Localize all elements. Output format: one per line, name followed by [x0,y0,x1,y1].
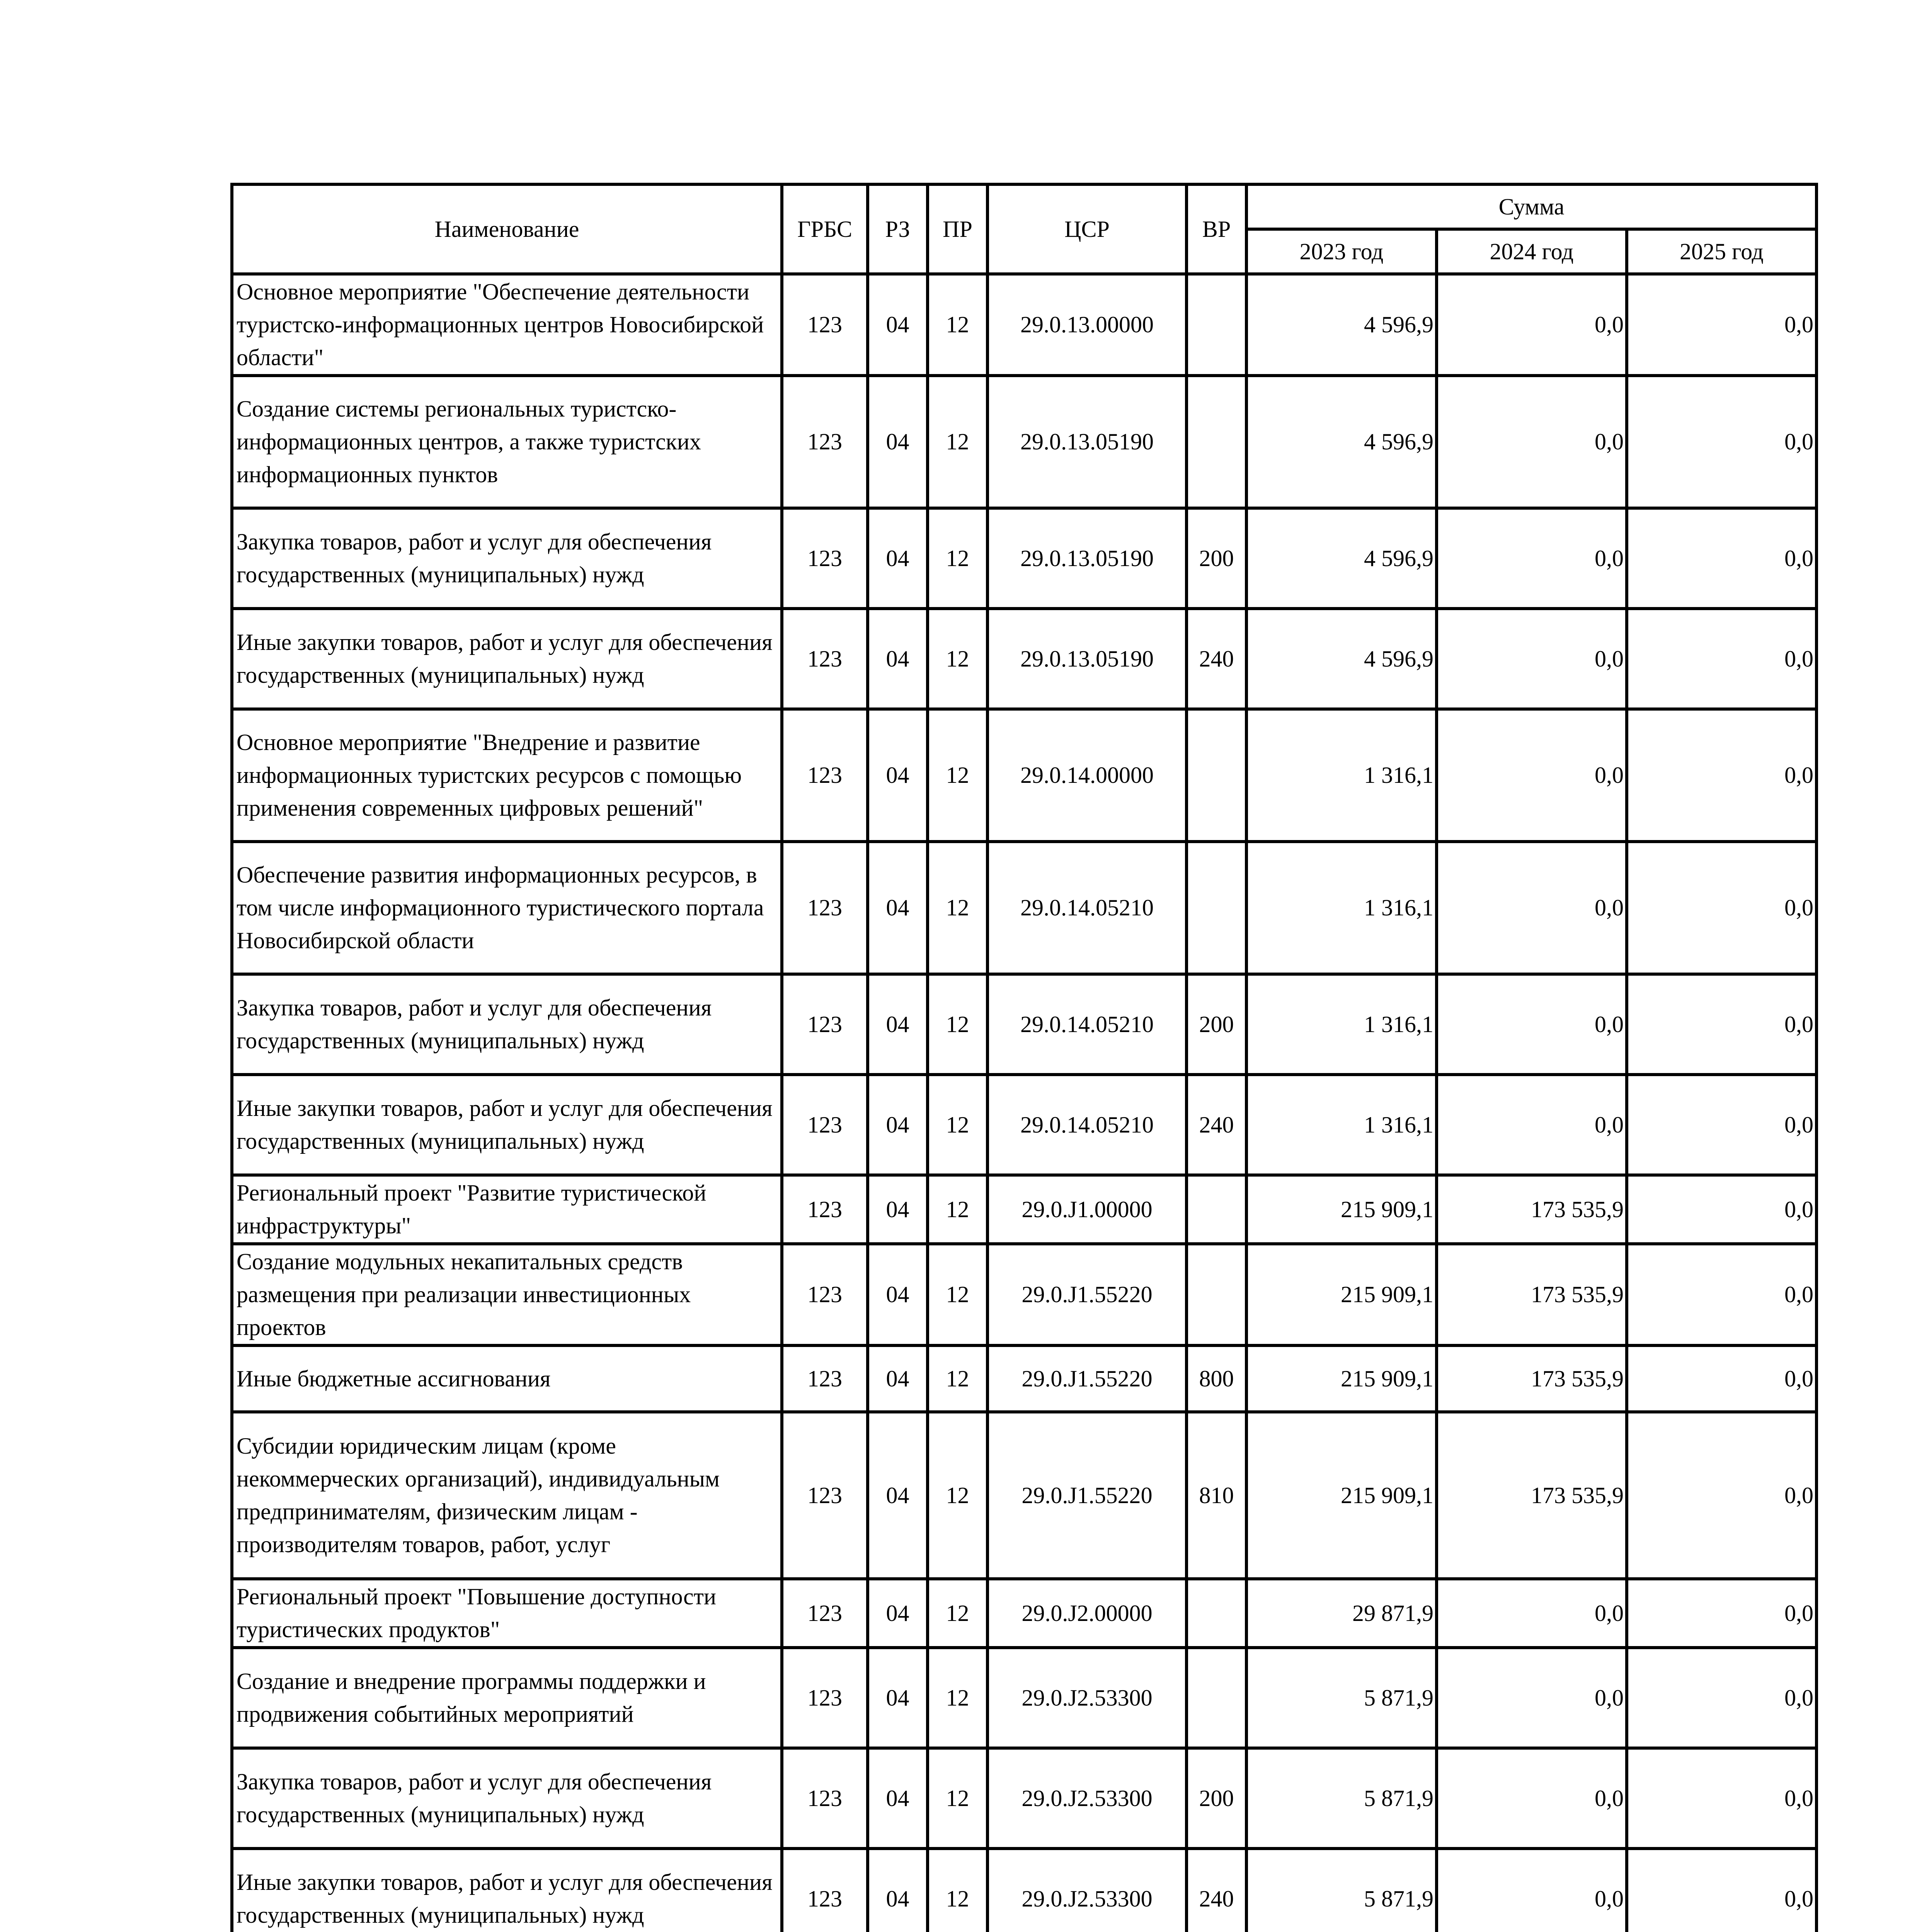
cell-pr: 12 [928,1849,987,1932]
table-header [232,184,1817,274]
cell-rz: 04 [868,1849,928,1932]
cell-name: Иные бюджетные ассигнования [232,1345,782,1412]
cell-sum-2025: 0,0 [1627,974,1817,1075]
cell-grbs: 123 [782,842,868,974]
budget-table [230,183,1818,1932]
cell-sum-2025: 0,0 [1627,1648,1817,1748]
cell-pr: 12 [928,1345,987,1412]
cell-pr: 12 [928,1075,987,1175]
cell-csr: 29.0.14.05210 [987,1075,1187,1175]
cell-name: Создание модульных некапитальных средств размещения при реализации инвестиционных проектов [232,1244,782,1345]
cell-vr [1187,376,1246,508]
cell-rz: 04 [868,1412,928,1579]
cell-rz: 04 [868,1075,928,1175]
cell-sum-2025: 0,0 [1627,508,1817,609]
cell-sum-2023: 1 316,1 [1246,974,1437,1075]
cell-pr: 12 [928,974,987,1075]
cell-pr: 12 [928,842,987,974]
header-grbs: ГРБС [782,184,868,274]
cell-sum-2025: 0,0 [1627,1244,1817,1345]
cell-sum-2025: 0,0 [1627,274,1817,376]
cell-rz: 04 [868,1748,928,1849]
table-row [232,1175,1817,1244]
cell-csr: 29.0.J1.55220 [987,1345,1187,1412]
cell-name: Иные закупки товаров, работ и услуг для обеспечения государственных (муниципальных) нужд [232,1075,782,1175]
table-row [232,974,1817,1075]
cell-sum-2023: 4 596,9 [1246,508,1437,609]
cell-pr: 12 [928,1175,987,1244]
header-name: Наименование [232,184,782,274]
header-year-2025: 2025 год [1627,229,1817,274]
table-row [232,842,1817,974]
table-row [232,709,1817,842]
cell-pr: 12 [928,508,987,609]
cell-csr: 29.0.13.05190 [987,609,1187,709]
cell-rz: 04 [868,1244,928,1345]
cell-pr: 12 [928,274,987,376]
cell-grbs: 123 [782,1345,868,1412]
cell-csr: 29.0.J2.53300 [987,1648,1187,1748]
cell-sum-2024: 0,0 [1437,376,1627,508]
cell-rz: 04 [868,1579,928,1648]
cell-name: Субсидии юридическим лицам (кроме некоммерческих организаций), индивидуальным предпринимателям, физическим лицам - производителям товаров, работ, услуг [232,1412,782,1579]
cell-pr: 12 [928,709,987,842]
header-year-2023: 2023 год [1246,229,1437,274]
header-csr: ЦСР [987,184,1187,274]
cell-pr: 12 [928,376,987,508]
table-row [232,1412,1817,1579]
cell-sum-2024: 0,0 [1437,1849,1627,1932]
cell-vr [1187,274,1246,376]
cell-vr: 800 [1187,1345,1246,1412]
cell-sum-2025: 0,0 [1627,709,1817,842]
cell-sum-2023: 1 316,1 [1246,1075,1437,1175]
cell-grbs: 123 [782,974,868,1075]
cell-sum-2025: 0,0 [1627,1345,1817,1412]
table-row [232,1579,1817,1648]
cell-pr: 12 [928,1648,987,1748]
cell-pr: 12 [928,1412,987,1579]
cell-sum-2024: 0,0 [1437,842,1627,974]
cell-sum-2023: 215 909,1 [1246,1175,1437,1244]
table-row [232,1748,1817,1849]
cell-csr: 29.0.13.05190 [987,508,1187,609]
header-rz: РЗ [868,184,928,274]
cell-pr: 12 [928,609,987,709]
cell-grbs: 123 [782,274,868,376]
cell-sum-2023: 5 871,9 [1246,1748,1437,1849]
cell-csr: 29.0.J2.53300 [987,1748,1187,1849]
cell-vr: 240 [1187,609,1246,709]
cell-pr: 12 [928,1748,987,1849]
cell-sum-2025: 0,0 [1627,1412,1817,1579]
cell-csr: 29.0.J1.00000 [987,1175,1187,1244]
cell-csr: 29.0.14.05210 [987,974,1187,1075]
table-row [232,274,1817,376]
cell-name: Закупка товаров, работ и услуг для обеспечения государственных (муниципальных) нужд [232,508,782,609]
cell-sum-2024: 0,0 [1437,709,1627,842]
cell-sum-2023: 5 871,9 [1246,1648,1437,1748]
cell-rz: 04 [868,1648,928,1748]
cell-sum-2023: 4 596,9 [1246,274,1437,376]
cell-vr [1187,1579,1246,1648]
cell-csr: 29.0.14.05210 [987,842,1187,974]
cell-sum-2025: 0,0 [1627,609,1817,709]
cell-vr: 240 [1187,1075,1246,1175]
cell-sum-2023: 215 909,1 [1246,1412,1437,1579]
cell-sum-2024: 0,0 [1437,1648,1627,1748]
cell-name: Иные закупки товаров, работ и услуг для обеспечения государственных (муниципальных) нужд [232,609,782,709]
cell-name: Закупка товаров, работ и услуг для обеспечения государственных (муниципальных) нужд [232,1748,782,1849]
cell-grbs: 123 [782,1849,868,1932]
cell-vr: 200 [1187,974,1246,1075]
cell-name: Обеспечение развития информационных ресурсов, в том числе информационного туристического портала Новосибирской области [232,842,782,974]
table-row [232,1345,1817,1412]
cell-vr: 240 [1187,1849,1246,1932]
header-year-2024: 2024 год [1437,229,1627,274]
cell-grbs: 123 [782,1412,868,1579]
cell-csr: 29.0.14.00000 [987,709,1187,842]
header-sum: Сумма [1246,184,1817,229]
cell-rz: 04 [868,274,928,376]
cell-sum-2023: 29 871,9 [1246,1579,1437,1648]
cell-rz: 04 [868,1175,928,1244]
cell-sum-2024: 173 535,9 [1437,1412,1627,1579]
cell-name: Иные закупки товаров, работ и услуг для обеспечения государственных (муниципальных) нужд [232,1849,782,1932]
cell-vr [1187,1175,1246,1244]
cell-sum-2025: 0,0 [1627,1075,1817,1175]
cell-sum-2024: 0,0 [1437,1748,1627,1849]
cell-sum-2025: 0,0 [1627,842,1817,974]
table-row [232,1244,1817,1345]
table-row [232,508,1817,609]
cell-grbs: 123 [782,508,868,609]
header-vr: ВР [1187,184,1246,274]
cell-sum-2025: 0,0 [1627,1748,1817,1849]
cell-name: Региональный проект "Развитие туристической инфраструктуры" [232,1175,782,1244]
cell-rz: 04 [868,709,928,842]
cell-rz: 04 [868,974,928,1075]
cell-vr: 200 [1187,508,1246,609]
cell-sum-2025: 0,0 [1627,1849,1817,1932]
cell-grbs: 123 [782,1175,868,1244]
cell-sum-2025: 0,0 [1627,376,1817,508]
cell-csr: 29.0.J2.00000 [987,1579,1187,1648]
cell-pr: 12 [928,1579,987,1648]
cell-sum-2023: 4 596,9 [1246,609,1437,709]
cell-vr: 810 [1187,1412,1246,1579]
cell-name: Создание системы региональных туристско-информационных центров, а также туристских информационных пунктов [232,376,782,508]
table-row [232,1075,1817,1175]
cell-name: Региональный проект "Повышение доступности туристических продуктов" [232,1579,782,1648]
cell-csr: 29.0.13.05190 [987,376,1187,508]
cell-vr [1187,1244,1246,1345]
cell-sum-2024: 0,0 [1437,974,1627,1075]
cell-sum-2025: 0,0 [1627,1579,1817,1648]
cell-name: Основное мероприятие "Обеспечение деятельности туристско-информационных центров Новосибирской области" [232,274,782,376]
cell-sum-2023: 1 316,1 [1246,842,1437,974]
cell-grbs: 123 [782,1244,868,1345]
cell-sum-2023: 215 909,1 [1246,1244,1437,1345]
cell-rz: 04 [868,508,928,609]
cell-name: Закупка товаров, работ и услуг для обеспечения государственных (муниципальных) нужд [232,974,782,1075]
cell-csr: 29.0.J2.53300 [987,1849,1187,1932]
cell-vr [1187,1648,1246,1748]
cell-name: Основное мероприятие "Внедрение и развитие информационных туристских ресурсов с помощью применения современных цифровых решений" [232,709,782,842]
table-row [232,1648,1817,1748]
table-row [232,376,1817,508]
cell-sum-2024: 173 535,9 [1437,1345,1627,1412]
cell-name: Создание и внедрение программы поддержки и продвижения событийных мероприятий [232,1648,782,1748]
cell-sum-2023: 1 316,1 [1246,709,1437,842]
cell-sum-2025: 0,0 [1627,1175,1817,1244]
cell-sum-2024: 0,0 [1437,274,1627,376]
table-row [232,609,1817,709]
cell-vr [1187,709,1246,842]
cell-vr [1187,842,1246,974]
cell-grbs: 123 [782,709,868,842]
cell-vr: 200 [1187,1748,1246,1849]
cell-sum-2024: 173 535,9 [1437,1175,1627,1244]
cell-grbs: 123 [782,1579,868,1648]
cell-rz: 04 [868,842,928,974]
cell-sum-2024: 0,0 [1437,508,1627,609]
cell-csr: 29.0.J1.55220 [987,1412,1187,1579]
cell-grbs: 123 [782,1748,868,1849]
cell-rz: 04 [868,1345,928,1412]
cell-rz: 04 [868,376,928,508]
table-row [232,1849,1817,1932]
cell-sum-2024: 0,0 [1437,1075,1627,1175]
cell-sum-2024: 0,0 [1437,609,1627,709]
cell-sum-2023: 5 871,9 [1246,1849,1437,1932]
table-body [232,274,1817,1932]
cell-sum-2024: 173 535,9 [1437,1244,1627,1345]
cell-sum-2024: 0,0 [1437,1579,1627,1648]
cell-rz: 04 [868,609,928,709]
cell-grbs: 123 [782,1075,868,1175]
cell-csr: 29.0.J1.55220 [987,1244,1187,1345]
cell-csr: 29.0.13.00000 [987,274,1187,376]
cell-grbs: 123 [782,609,868,709]
cell-sum-2023: 215 909,1 [1246,1345,1437,1412]
cell-pr: 12 [928,1244,987,1345]
cell-grbs: 123 [782,376,868,508]
cell-grbs: 123 [782,1648,868,1748]
header-pr: ПР [928,184,987,274]
cell-sum-2023: 4 596,9 [1246,376,1437,508]
